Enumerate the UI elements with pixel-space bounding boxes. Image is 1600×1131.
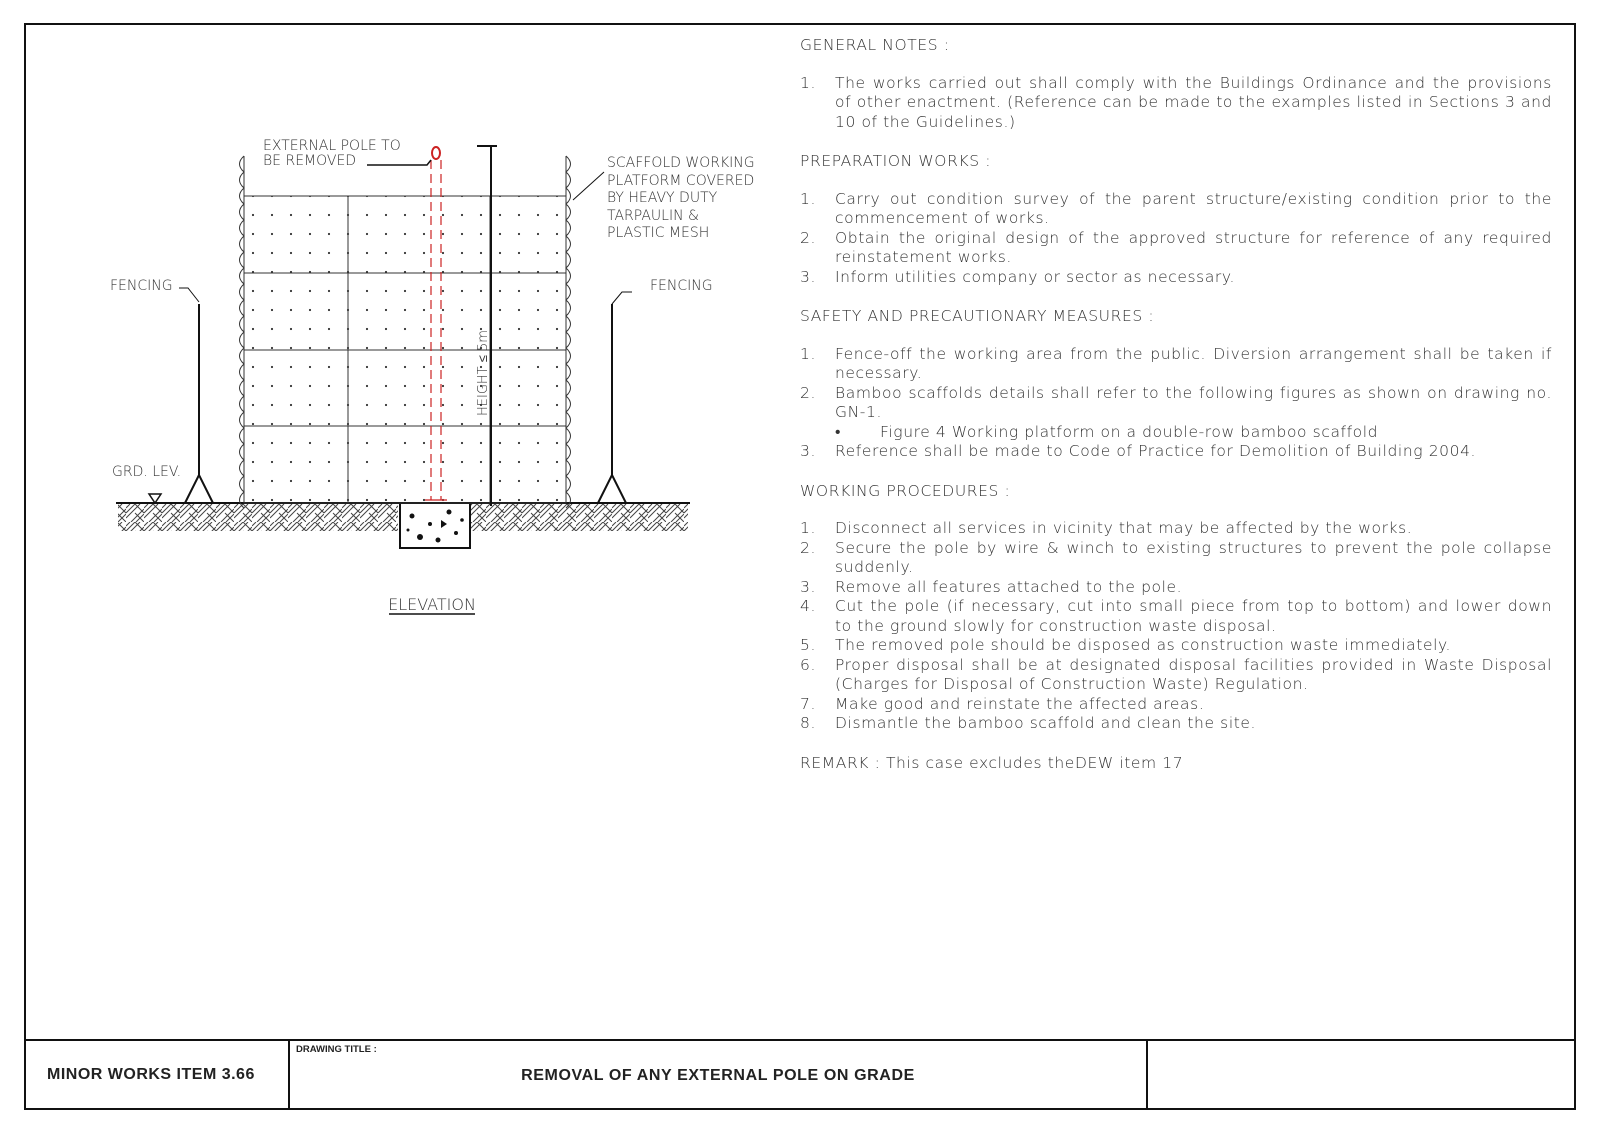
list-item: 3. Remove all features attached to the pole. (800, 577, 1183, 596)
list-item: 8. Dismantle the bamboo scaffold and clean the site. (800, 714, 1257, 732)
drawing-title-caption: DRAWING TITLE : (296, 1044, 377, 1055)
list-item: 7. Make good and reinstate the affected areas. (800, 694, 1205, 713)
drawing-title-cell (290, 1041, 1148, 1110)
ground-level-label: GRD. LEV. (112, 464, 182, 480)
blank-cell (1148, 1041, 1574, 1110)
list-item: 4. Cut the pole (if necessary, cut into small piece from top to bottom) and lower down to the ground slowly for construction waste disposal. (800, 597, 1552, 635)
notes-panel (800, 36, 1552, 773)
list-item: 3. Inform utilities company or sector as necessary. (800, 267, 1235, 286)
bullet-item: • Figure 4 Working platform on a double-row bamboo scaffold (835, 422, 1379, 441)
list-item: 2. Obtain the original design of the approved structure for reference of any required reinstatement works. (800, 228, 1552, 266)
remark: REMARK : This case excludes theDEW item 17 (800, 753, 1184, 772)
list-item: 2. Secure the pole by wire & winch to existing structures to prevent the pole collapse suddenly. (800, 538, 1552, 576)
general-notes-heading: GENERAL NOTES : (800, 36, 950, 54)
scaffold-label-line-3: BY HEAVY DUTY (607, 190, 718, 206)
list-item: 6. Proper disposal shall be at designated disposal facilities provided in Waste Disposal (Charges for Disposal of Construction Waste) Regulation. (800, 655, 1552, 693)
item-number-cell (24, 1041, 290, 1110)
preparation-works-list (800, 190, 1552, 288)
pole-leader-line (367, 160, 431, 165)
safety-measures-heading: SAFETY AND PRECAUTIONARY MEASURES : (800, 307, 1155, 325)
list-item: 1. Disconnect all services in vicinity that may be affected by the works. (800, 519, 1413, 537)
ground-level-marker (149, 494, 161, 503)
list-item: 1. Fence-off the working area from the public. Diversion arrangement shall be taken if necessary. (800, 344, 1552, 382)
working-procedures-heading: WORKING PROCEDURES : (800, 481, 1011, 500)
elevation-title: ELEVATION (388, 595, 476, 614)
scaffold-platform (240, 156, 571, 508)
preparation-works-section (800, 152, 1552, 287)
scaffold-label-line-4: TARPAULIN & (607, 208, 699, 224)
pole-label-line-2: BE REMOVED (263, 153, 357, 169)
scaffold-label-line-1: SCAFFOLD WORKING (607, 155, 755, 171)
list-item: 2. Bamboo scaffolds details shall refer to the following figures as shown on drawing no. GN-1. (800, 383, 1552, 421)
fencing-right-label: FENCING (650, 278, 713, 294)
height-label: HEIGHT ≤ 5m (476, 330, 491, 416)
item-number: MINOR WORKS ITEM 3.66 (47, 1066, 255, 1083)
fencing-left-label: FENCING (110, 278, 173, 294)
fencing-left (179, 288, 213, 503)
pole-label-line-1: EXTERNAL POLE TO (263, 138, 401, 154)
scaffold-label-line-5: PLASTIC MESH (607, 225, 710, 241)
safety-measures-list (800, 345, 1552, 462)
scaffold-leader-line (573, 172, 604, 200)
list-item: 1. Carry out condition survey of the parent structure/existing condition prior to the commencement of works. (800, 189, 1552, 227)
general-notes-list (800, 74, 1552, 133)
preparation-works-heading: PREPARATION WORKS : (800, 152, 992, 170)
concrete-footing (400, 503, 470, 548)
general-notes-section (800, 36, 1552, 132)
list-item: 3. Reference shall be made to Code of Practice for Demolition of Building 2004. (800, 442, 1477, 460)
drawing-title: REMOVAL OF ANY EXTERNAL POLE ON GRADE (521, 1067, 915, 1084)
list-item: 5. The removed pole should be disposed as construction waste immediately. (800, 636, 1452, 654)
safety-measures-section (800, 307, 1552, 462)
working-procedures-section (800, 482, 1552, 734)
fencing-right (598, 292, 632, 503)
title-block (24, 1039, 1576, 1110)
list-item: 1. The works carried out shall comply with the Buildings Ordinance and the provisions of other enactment. (Reference can be made to the examples listed in Sections 3 and 10 of the Guidelines.) (800, 73, 1552, 131)
scaffold-label-line-2: PLATFORM COVERED (607, 173, 755, 189)
working-procedures-list (800, 519, 1552, 734)
